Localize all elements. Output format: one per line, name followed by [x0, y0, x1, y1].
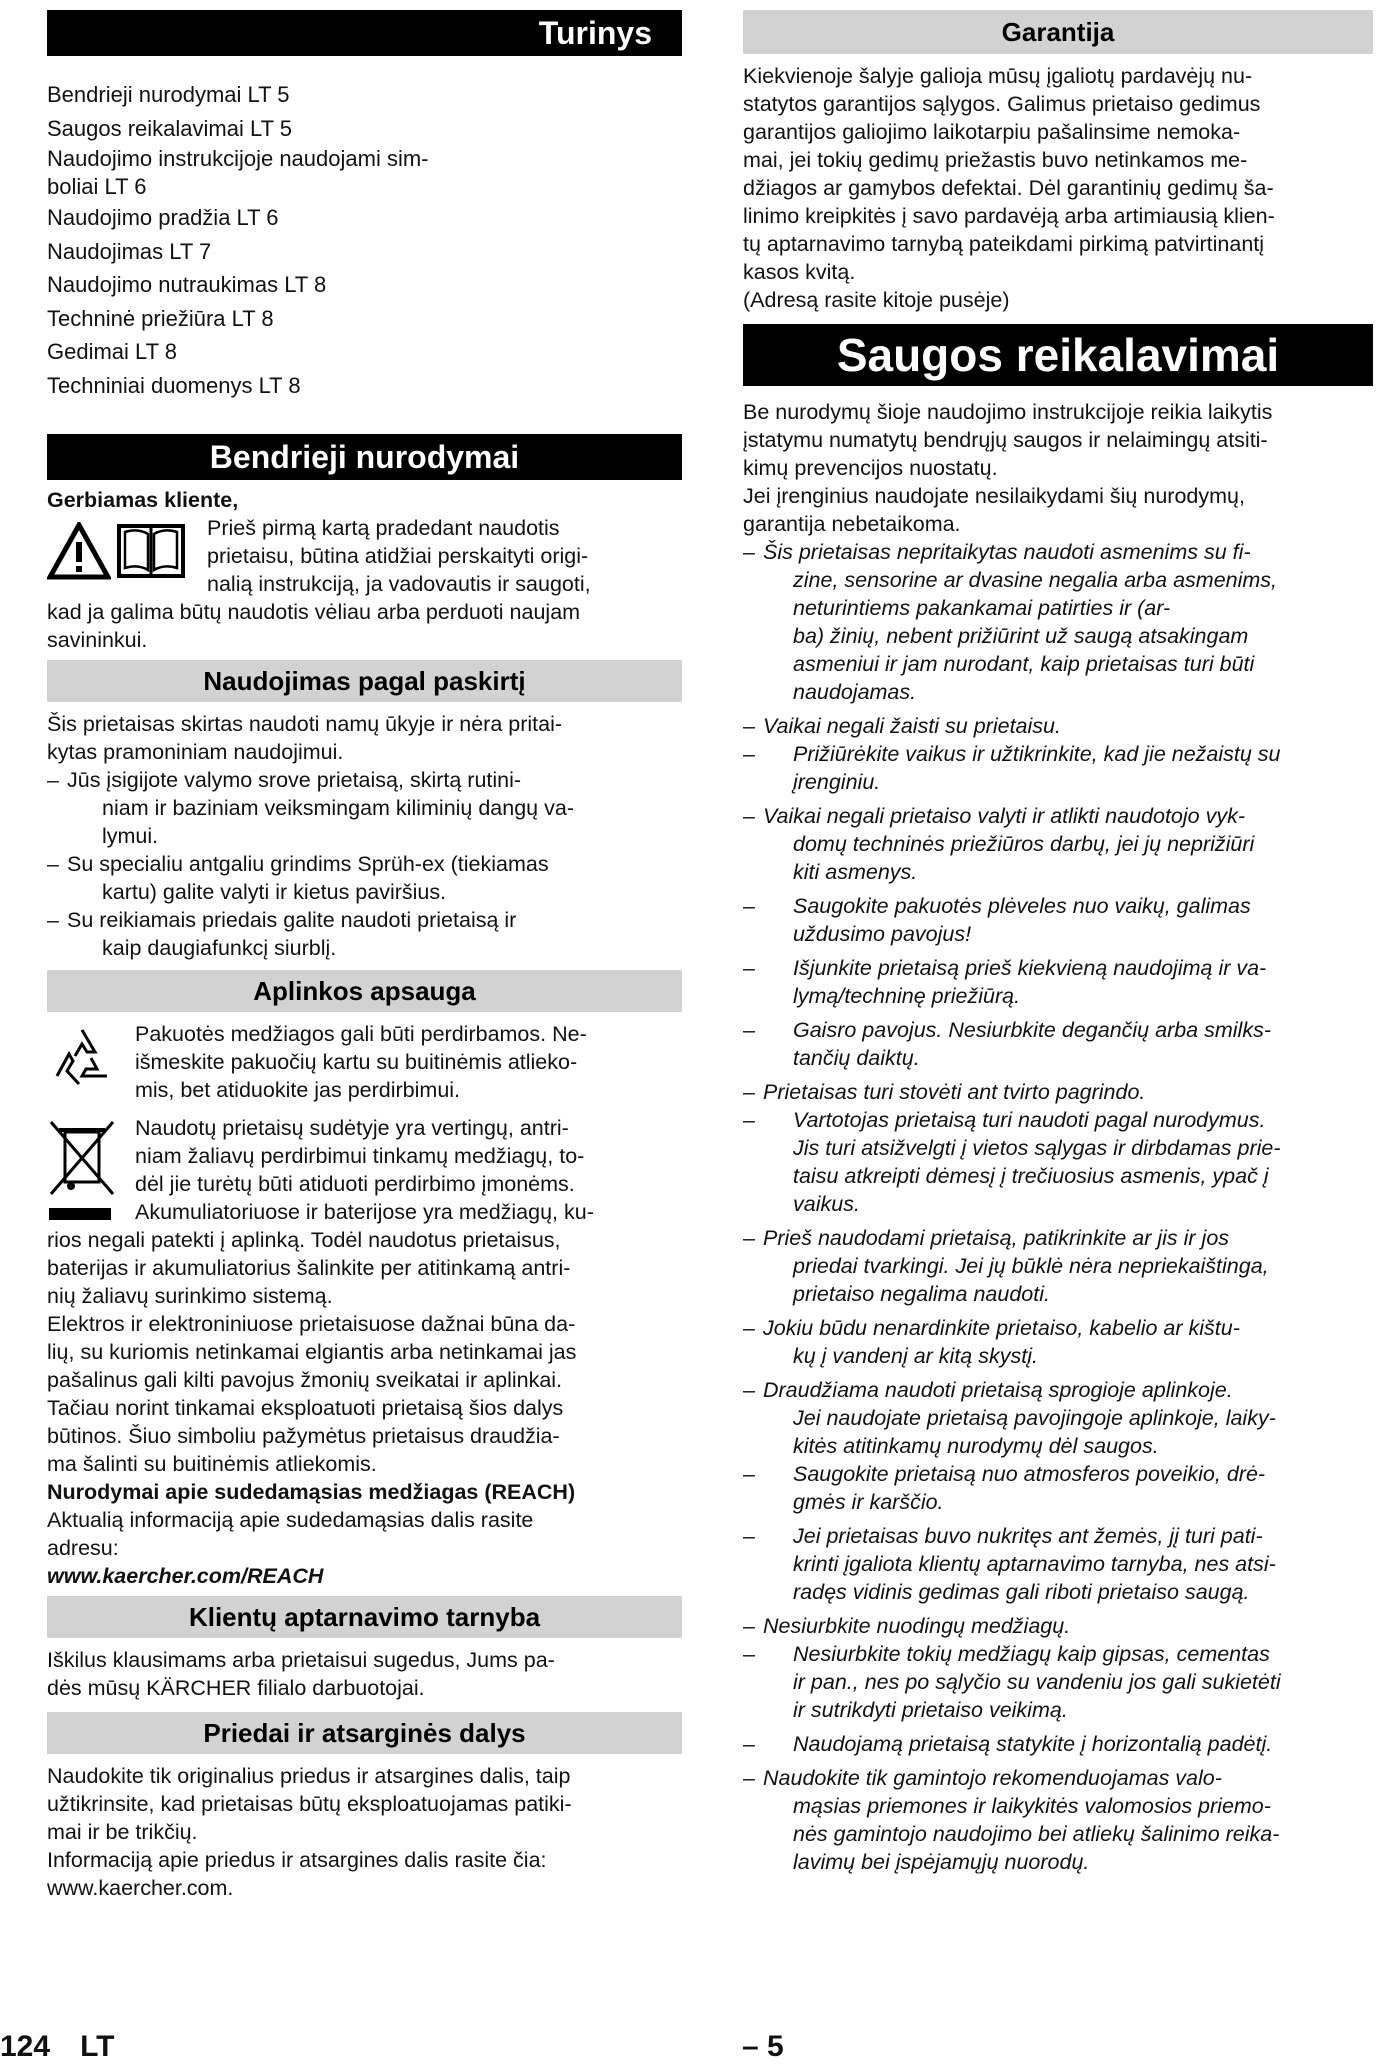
- warning-line: savininkui.: [47, 628, 148, 652]
- safety-intro: Jei įrenginius naudojate nesilaikydami šių nurodymų,: [743, 484, 1245, 508]
- safety-item: – Šis prietaisas nepritaikytas naudoti asmenims su fi- zine, sensorine ar dvasine negalia arba asmenims, neturintiems pakankamai patirties ir (ar- ba) žinių, nebent prižiūrint už saugą atsakingam asmeniui ir jam nurodant, kaip prietaisas turi būti naudojamas.: [743, 540, 1278, 704]
- parts-link[interactable]: www.kaercher.com.: [47, 1876, 234, 1900]
- warning-line: Prieš pirmą kartą pradedant naudotis: [207, 516, 560, 540]
- safety-item: – Naudokite tik gamintojo rekomenduojamas valo- mąsias priemones ir laikykitės valomosios priemo- nės gamintojo naudojimo bei atliekų šalinimo reika- lavimų bei įspėjamųjų nuorodų.: [743, 1766, 1280, 1874]
- toc-item[interactable]: Techniniai duomenys LT 8: [47, 372, 301, 398]
- toc-heading: Turinys: [47, 10, 682, 56]
- warning-block: [47, 514, 682, 598]
- safety-intro: Be nurodymų šioje naudojimo instrukcijoje reikia laikytis: [743, 400, 1273, 424]
- parts-text: užtikrinsite, kad prietaisas būtų eksploatuojamas patiki-: [47, 1792, 572, 1816]
- reach-text: Aktualią informaciją apie sudedamąsias dalis rasite: [47, 1508, 534, 1532]
- safety-item: – Vaikai negali prietaiso valyti ir atlikti naudotojo vyk- domų techninės priežiūros darbų, jei jų neprižiūri kiti asmenys.: [743, 804, 1255, 884]
- recycle-icon: [47, 1024, 117, 1094]
- safety-item: – Nesiurbkite nuodingų medžiagų.: [743, 1614, 1071, 1638]
- weee-text: niam žaliavų perdirbimui tinkamų medžiagų, to-: [135, 1144, 585, 1168]
- parts-text: Informaciją apie priedus ir atsargines dalis rasite čia:: [47, 1848, 547, 1872]
- env-text: rios negali patekti į aplinką. Todėl naudotus prietaisus,: [47, 1228, 561, 1252]
- left-column: [47, 10, 682, 1902]
- manual-book-icon: [115, 522, 187, 580]
- parts-heading: Priedai ir atsarginės dalys: [47, 1712, 682, 1754]
- safety-subitem: – Saugokite pakuotės plėveles nuo vaikų, galimas uždusimo pavojus!: [743, 894, 1251, 946]
- safety-item: – Prieš naudodami prietaisą, patikrinkite ar jis ir jos priedai tvarkingi. Jei jų būklė nėra nepriekaištinga, prietaiso negalima naudoti.: [743, 1226, 1269, 1306]
- warranty-text: tų aptarnavimo tarnybą pateikdami pirkimą patvirtinantį: [743, 232, 1265, 256]
- greeting: Gerbiamas kliente,: [47, 488, 239, 512]
- safety-subitem: – Naudojamą prietaisą statykite į horizontalią padėtį.: [743, 1732, 1273, 1756]
- toc-item[interactable]: Naudojimas LT 7: [47, 238, 212, 264]
- weee-text: dėl jie turėtų būti atiduoti perdirbimo įmonėms.: [135, 1172, 575, 1196]
- toc-item[interactable]: Bendrieji nurodymai LT 5: [47, 82, 290, 107]
- safety-subitem: – Jei prietaisas buvo nukritęs ant žemės, jį turi pati- krinti įgaliota klientų aptarnavimo tarnyba, nes atsi- radęs vidinis gedimas gali riboti prietaiso saugą.: [743, 1524, 1276, 1604]
- env-text: Tačiau norint tinkamai eksploatuoti prietaisą šios dalys: [47, 1396, 564, 1420]
- safety-item: – Jokiu būdu nenardinkite prietaiso, kabelio ar kištu- kų į vandenį ar kitą skystį.: [743, 1316, 1240, 1368]
- warning-icons: [47, 522, 187, 580]
- env-text: Elektros ir elektroniniuose prietaisuose dažnai būna da-: [47, 1312, 576, 1336]
- toc-item[interactable]: boliai LT 6: [47, 174, 147, 199]
- safety-subitem: – Gaisro pavojus. Nesiurbkite degančių arba smilks- tančių daiktų.: [743, 1018, 1271, 1070]
- recycle-text: išmeskite pakuočių kartu su buitinėmis atlieko-: [135, 1050, 578, 1074]
- warranty-text: kasos kvitą.: [743, 260, 856, 284]
- env-text: būtinos. Šiuo simboliu pažymėtus prietaisus draudžia-: [47, 1424, 560, 1448]
- warranty-text: Kiekvienoje šalyje galioja mūsų įgaliotų pardavėjų nu-: [743, 64, 1253, 88]
- recycle-text: Pakuotės medžiagos gali būti perdirbamos. Ne-: [135, 1022, 587, 1046]
- toc-item[interactable]: Naudojimo nutraukimas LT 8: [47, 272, 327, 297]
- safety-subitem: – Nesiurbkite tokių medžiagų kaip gipsas, cementas ir pan., nes po sąlyčio su vandeniu jos gali sukietėti ir sutrikdyti prietaiso veikimą.: [743, 1642, 1281, 1722]
- warranty-text: garantijos galiojimo laikotarpiu pašalinsime nemoka-: [743, 120, 1241, 144]
- env-text: lių, su kuriomis netinkamai elgiantis arba netinkamai jas: [47, 1340, 577, 1364]
- service-text: dės mūsų KÄRCHER filialo darbuotojai.: [47, 1676, 425, 1700]
- safety-item: – Draudžiama naudoti prietaisą sprogioje aplinkoje. Jei naudojate prietaisą pavojingoje aplinkoje, laiky- kitės atitinkamų nurodymų dėl saugos.: [743, 1378, 1276, 1458]
- use-intro: Šis prietaisas skirtas naudoti namų ūkyje ir nėra pritai-: [47, 712, 563, 736]
- toc-item[interactable]: Naudojimo instrukcijoje naudojami sim-: [47, 146, 429, 171]
- warranty-heading: Garantija: [743, 10, 1373, 54]
- page-footer-left: [0, 2030, 145, 2064]
- safety-subitem: – Prižiūrėkite vaikus ir užtikrinkite, kad jie nežaistų su įrenginiu.: [743, 742, 1281, 794]
- warranty-text: džiagos ar gamybos defektai. Dėl garantinių gedimų ša-: [743, 176, 1274, 200]
- safety-subitem: – Saugokite prietaisą nuo atmosferos poveikio, drė- gmės ir karščio.: [743, 1462, 1266, 1514]
- general-heading: Bendrieji nurodymai: [47, 434, 682, 480]
- warning-line: nalią instrukciją, ja vadovautis ir saugoti,: [207, 572, 591, 596]
- safety-item: – Vaikai negali žaisti su prietaisu.: [743, 714, 1061, 738]
- safety-item: – Prietaisas turi stovėti ant tvirto pagrindo.: [743, 1080, 1146, 1104]
- toc-item[interactable]: Naudojimo pradžia LT 6: [47, 205, 279, 230]
- warning-line: prietaisu, būtina atidžiai perskaityti origi-: [207, 544, 589, 568]
- environment-heading: Aplinkos apsauga: [47, 970, 682, 1012]
- warranty-text: mai, jei tokių gedimų priežastis buvo netinkamos me-: [743, 148, 1248, 172]
- env-text: pašalinus gali kilti pavojus žmonių sveikatai ir aplinkai.: [47, 1368, 563, 1392]
- recycle-block: [47, 1020, 682, 1104]
- warning-triangle-icon: [47, 522, 111, 580]
- toc-item[interactable]: Saugos reikalavimai LT 5: [47, 115, 292, 141]
- use-intro: kytas pramoniniam naudojimui.: [47, 740, 344, 764]
- warranty-text: linimo kreipkitės į savo pardavėją arba artimiausią klien-: [743, 204, 1275, 228]
- safety-intro: kimų prevencijos nuostatų.: [743, 456, 998, 480]
- safety-subitem: – Išjunkite prietaisą prieš kiekvieną naudojimą ir va- lymą/techninę priežiūrą.: [743, 956, 1267, 1008]
- recycle-text: mis, bet atiduokite jas perdirbimui.: [135, 1078, 461, 1102]
- list-item: – Su reikiamais priedais galite naudoti prietaisą ir kaip daugiafunkcį siurblį.: [47, 908, 517, 960]
- toc-item[interactable]: Gedimai LT 8: [47, 339, 178, 364]
- crossed-bin-icon: [47, 1118, 117, 1228]
- weee-text: Naudotų prietaisų sudėtyje yra vertingų, antri-: [135, 1116, 569, 1140]
- parts-text: mai ir be trikčių.: [47, 1820, 198, 1844]
- reach-link[interactable]: www.kaercher.com/REACH: [47, 1564, 324, 1588]
- weee-text: Akumuliatoriuose ir baterijose yra medžiagų, ku-: [135, 1200, 594, 1224]
- warranty-text: (Adresą rasite kitoje pusėje): [743, 288, 1010, 312]
- language-code: LT: [80, 2030, 115, 2063]
- warranty-text: statytos garantijos sąlygos. Galimus prietaiso gedimus: [743, 92, 1261, 116]
- env-text: ma šalinti su buitinėmis atliekomis.: [47, 1452, 377, 1476]
- right-column: [743, 10, 1373, 1876]
- safety-intro: įstatymu numatytų bendrųjų saugos ir nelaimingų atsiti-: [743, 428, 1268, 452]
- table-of-contents: [47, 78, 682, 402]
- reach-text: adresu:: [47, 1536, 119, 1560]
- warning-line: kad ja galima būtų naudotis vėliau arba perduoti naujam: [47, 600, 581, 624]
- toc-item[interactable]: Techninė priežiūra LT 8: [47, 305, 274, 331]
- parts-text: Naudokite tik originalius priedus ir atsargines dalis, taip: [47, 1764, 571, 1788]
- env-text: baterijas ir akumuliatorius šalinkite per atitinkamą antri-: [47, 1256, 571, 1280]
- safety-intro: garantija nebetaikoma.: [743, 512, 961, 536]
- weee-block: [47, 1114, 682, 1226]
- use-heading: Naudojimas pagal paskirtį: [47, 660, 682, 702]
- service-text: Iškilus klausimams arba prietaisui sugedus, Jums pa-: [47, 1648, 555, 1672]
- reach-heading: Nurodymai apie sudedamąsias medžiagas (REACH): [47, 1480, 576, 1504]
- list-item: – Jūs įsigijote valymo srove prietaisą, skirtą rutini- niam ir baziniam veiksmingam kiliminių dangų va- lymui.: [47, 768, 574, 848]
- env-text: nių žaliavų surinkimo sistemą.: [47, 1284, 333, 1308]
- page-footer-right: – 5: [742, 2030, 784, 2063]
- safety-heading: Saugos reikalavimai: [743, 324, 1373, 386]
- page-number: 124: [0, 2030, 51, 2063]
- list-item: – Su specialiu antgaliu grindims Sprüh-ex (tiekiamas kartu) galite valyti ir kietus paviršius.: [47, 852, 549, 904]
- service-heading: Klientų aptarnavimo tarnyba: [47, 1596, 682, 1638]
- safety-subitem: – Vartotojas prietaisą turi naudoti pagal nurodymus. Jis turi atsižvelgti į vietos sąlygas ir dirbdamas prie- taisu atkreipti dėmesį į trečiuosius asmenis, ypač į vaikus.: [743, 1108, 1281, 1216]
